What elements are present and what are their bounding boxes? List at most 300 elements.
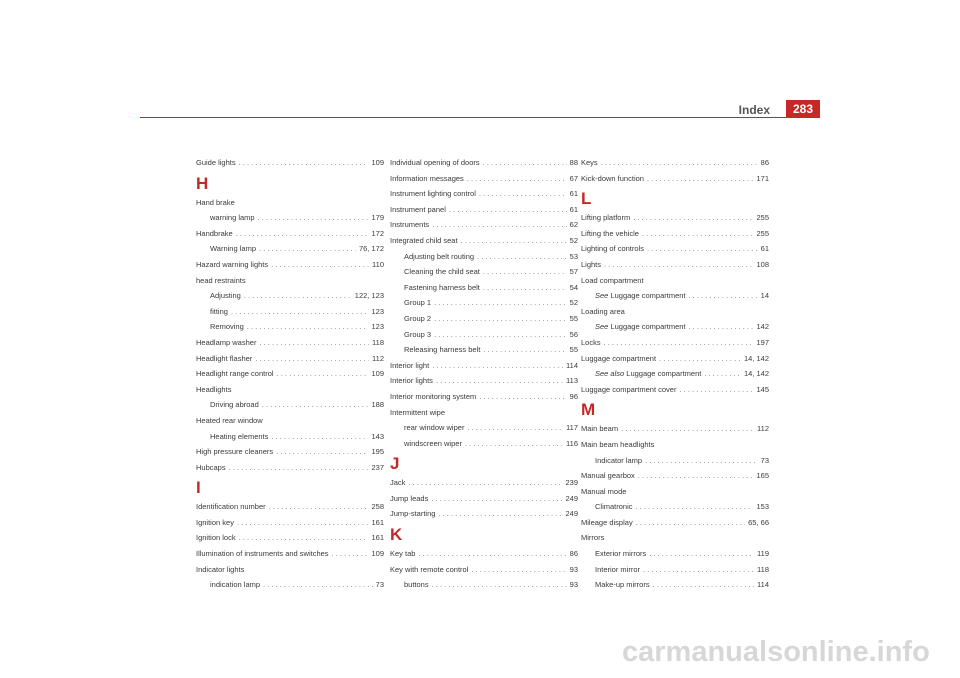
dot-leader <box>633 210 753 226</box>
entry-term <box>404 420 464 436</box>
entry-text: Lighting of controls <box>581 244 644 254</box>
dot-leader <box>434 295 567 311</box>
entry-text: Information messages <box>390 173 464 183</box>
index-entry[interactable] <box>196 460 384 476</box>
index-entry[interactable] <box>196 530 384 546</box>
entry-text: Kick-down function <box>581 173 644 183</box>
header-title: Index <box>738 103 770 117</box>
entry-term <box>196 335 256 351</box>
entry-text: Locks <box>581 337 601 347</box>
dot-leader <box>259 335 369 351</box>
entry-term <box>196 530 236 546</box>
index-heading: Loading area <box>581 306 625 316</box>
entry-term <box>390 562 468 578</box>
entry-text: Luggage compartment <box>581 353 657 363</box>
index-heading: Mirrors <box>581 533 605 543</box>
entry-term <box>595 288 686 304</box>
page-ref: 52 <box>569 298 578 308</box>
dot-leader <box>332 546 369 562</box>
index-subentry[interactable] <box>196 288 384 304</box>
entry-term <box>210 397 259 413</box>
dot-leader <box>643 562 754 578</box>
index-subentry[interactable] <box>581 453 769 469</box>
entry-text: Interior monitoring system <box>390 391 477 401</box>
index-entry[interactable] <box>581 468 769 484</box>
dot-leader <box>649 546 754 562</box>
entry-text: Handbrake <box>196 228 233 238</box>
see-reference: See <box>595 291 609 301</box>
page-ref: 249 <box>565 509 578 519</box>
dot-leader <box>247 319 369 335</box>
index-subentry[interactable] <box>196 304 384 320</box>
index-entry[interactable] <box>390 562 578 578</box>
dot-leader <box>239 155 369 171</box>
page-ref: 86 <box>760 158 769 167</box>
entry-term <box>390 373 433 389</box>
index-entry[interactable] <box>581 382 769 398</box>
page-ref: 88 <box>569 158 578 167</box>
index-subentry[interactable] <box>390 577 578 593</box>
index-entry[interactable] <box>390 546 578 562</box>
entry-text: Key with remote control <box>390 564 469 574</box>
page-ref: 54 <box>569 282 578 292</box>
page-ref: 52 <box>569 235 578 245</box>
entry-term <box>390 475 405 491</box>
dot-leader <box>704 366 741 382</box>
index-entry[interactable] <box>390 389 578 405</box>
index-entry[interactable] <box>581 257 769 273</box>
index-subentry[interactable] <box>581 562 769 578</box>
index-heading: Hand brake <box>196 197 235 207</box>
index-subentry[interactable] <box>581 288 769 304</box>
index-entry[interactable] <box>390 202 578 218</box>
dot-leader <box>477 249 567 265</box>
entry-text: Lifting platform <box>581 213 631 223</box>
entry-text: Adjusting <box>210 291 241 301</box>
entry-term <box>595 499 633 515</box>
entry-text: Keys <box>581 158 598 167</box>
page-number: 283 <box>786 100 820 118</box>
entry-term <box>390 546 415 562</box>
entry-term <box>196 546 329 562</box>
page-ref: 14, 142 <box>743 353 769 363</box>
entry-text: Ignition lock <box>196 533 236 543</box>
entry-text: Individual opening of doors <box>390 158 480 167</box>
entry-term <box>210 577 260 593</box>
index-subentry[interactable] <box>390 311 578 327</box>
entry-term <box>196 460 226 476</box>
entry-text: Indicator lamp <box>595 455 643 465</box>
entry-text: Lifting the vehicle <box>581 228 639 238</box>
page-ref: 145 <box>756 384 769 394</box>
entry-term <box>404 264 480 280</box>
index-letter-heading: I <box>196 478 201 498</box>
entry-term <box>581 335 601 351</box>
dot-leader <box>432 358 563 374</box>
entry-term <box>390 233 458 249</box>
index-entry[interactable] <box>196 351 384 367</box>
dot-leader <box>642 226 754 242</box>
entry-term <box>581 210 630 226</box>
entry-term <box>595 562 640 578</box>
dot-leader <box>438 506 562 522</box>
page-ref: 197 <box>756 337 769 347</box>
entry-term <box>404 342 480 358</box>
index-entry[interactable] <box>390 186 578 202</box>
page-ref: 55 <box>569 313 578 323</box>
dot-leader <box>236 226 369 242</box>
index-heading: Load compartment <box>581 275 644 285</box>
index-entry[interactable] <box>196 546 384 562</box>
entry-term <box>390 217 429 233</box>
entry-text: Removing <box>210 322 244 332</box>
dot-leader <box>255 351 369 367</box>
index-entry[interactable] <box>581 210 769 226</box>
page-ref: 76, 172 <box>358 244 384 254</box>
dot-leader <box>636 515 745 531</box>
page-ref: 255 <box>756 228 769 238</box>
entry-text: Hubcaps <box>196 462 226 472</box>
page-ref: 113 <box>566 376 578 386</box>
dot-leader <box>271 429 368 445</box>
see-reference: See also <box>595 369 625 379</box>
index-entry[interactable] <box>581 171 769 187</box>
dot-leader <box>467 171 567 187</box>
index-entry[interactable] <box>390 506 578 522</box>
header-rule <box>140 117 820 118</box>
dot-leader <box>601 155 758 171</box>
entry-term <box>581 421 618 437</box>
entry-term <box>595 453 642 469</box>
entry-term <box>390 171 464 187</box>
index-entry[interactable] <box>581 421 769 437</box>
index-subentry[interactable] <box>196 319 384 335</box>
page-ref: 73 <box>375 580 384 590</box>
index-subentry[interactable] <box>390 264 578 280</box>
index-subentry[interactable] <box>581 577 769 593</box>
dot-leader <box>277 366 369 382</box>
entry-text: Instrument panel <box>390 204 446 214</box>
dot-leader <box>647 171 754 187</box>
entry-term <box>390 491 428 507</box>
entry-text: Key tab <box>390 549 416 559</box>
dot-leader <box>262 397 369 413</box>
page-ref: 61 <box>760 244 769 254</box>
entry-term <box>404 280 480 296</box>
entry-text: Interior lights <box>390 376 433 386</box>
page-ref: 122, 123 <box>354 291 384 301</box>
index-heading: Main beam headlights <box>581 439 655 449</box>
index-entry[interactable] <box>196 155 384 171</box>
page-ref: 143 <box>371 431 384 441</box>
page-ref: 161 <box>371 533 384 543</box>
entry-text: Exterior mirrors <box>595 549 647 559</box>
entry-term <box>390 186 476 202</box>
page-ref: 123 <box>371 306 384 316</box>
page-ref: 153 <box>756 502 769 512</box>
watermark: carmanualsonline.info <box>622 636 930 668</box>
entry-text: Ignition key <box>196 517 234 527</box>
index-entry[interactable] <box>390 358 578 374</box>
index-entry[interactable] <box>196 366 384 382</box>
dot-leader <box>679 382 753 398</box>
index-subentry[interactable] <box>581 499 769 515</box>
index-heading: Manual mode <box>581 486 627 496</box>
entry-text: Jack <box>390 478 406 488</box>
page-ref: 109 <box>371 549 384 559</box>
dot-leader <box>269 499 369 515</box>
dot-leader <box>479 186 567 202</box>
index-column-3 <box>581 155 769 593</box>
page-ref: 249 <box>565 493 578 503</box>
entry-text: Luggage compartment cover <box>581 384 677 394</box>
page-ref: 237 <box>371 462 384 472</box>
index-entry[interactable] <box>196 335 384 351</box>
entry-term <box>390 358 429 374</box>
entry-text: buttons <box>404 580 429 590</box>
index-subentry[interactable] <box>581 319 769 335</box>
index-letter-heading: M <box>581 400 596 420</box>
index-entry[interactable] <box>196 444 384 460</box>
entry-text: Instrument lighting control <box>390 189 476 199</box>
entry-text: Jump-starting <box>390 509 436 519</box>
page-ref: 114 <box>566 360 578 370</box>
entry-term <box>196 515 234 531</box>
dot-leader <box>229 460 369 476</box>
entry-text: Group 3 <box>404 329 432 339</box>
entry-text: Headlamp washer <box>196 337 257 347</box>
page-ref: 86 <box>569 549 578 559</box>
entry-term <box>390 389 476 405</box>
dot-leader <box>659 351 741 367</box>
index-entry[interactable] <box>581 155 769 171</box>
index-subentry[interactable] <box>390 420 578 436</box>
page-ref: 93 <box>569 564 578 574</box>
dot-leader <box>689 319 754 335</box>
entry-text: Mileage display <box>581 517 633 527</box>
index-subentry[interactable] <box>390 436 578 452</box>
entry-term <box>210 241 256 257</box>
entry-term <box>581 382 676 398</box>
entry-term <box>196 499 266 515</box>
dot-leader <box>237 515 369 531</box>
entry-text: Adjusting belt routing <box>404 251 475 261</box>
entry-text: Headlight range control <box>196 369 274 379</box>
index-heading: Heated rear window <box>196 415 263 425</box>
page-ref: 255 <box>756 213 769 223</box>
index-entry[interactable] <box>196 499 384 515</box>
entry-term <box>581 468 635 484</box>
index-entry[interactable] <box>196 515 384 531</box>
page-ref: 55 <box>569 345 578 355</box>
index-column-1 <box>196 155 384 593</box>
page-ref: 116 <box>566 438 578 448</box>
dot-leader <box>483 264 567 280</box>
see-reference: See <box>595 322 609 332</box>
dot-leader <box>483 280 567 296</box>
dot-leader <box>263 577 373 593</box>
entry-term <box>404 327 431 343</box>
entry-text: Group 1 <box>404 298 432 308</box>
index-subentry[interactable] <box>196 577 384 593</box>
index-subentry[interactable] <box>390 280 578 296</box>
index-entry[interactable] <box>581 335 769 351</box>
entry-term <box>210 304 228 320</box>
page-ref: 165 <box>756 471 769 481</box>
index-subentry[interactable] <box>390 295 578 311</box>
entry-text: Jump leads <box>390 493 429 503</box>
index-entry[interactable] <box>390 491 578 507</box>
index-entry[interactable] <box>581 351 769 367</box>
entry-text: Heating elements <box>210 431 269 441</box>
dot-leader <box>689 288 758 304</box>
dot-leader <box>434 327 567 343</box>
index-subentry[interactable] <box>390 342 578 358</box>
entry-text: Cleaning the child seat <box>404 267 480 277</box>
entry-text: Make-up mirrors <box>595 580 650 590</box>
entry-text: Releasing harness belt <box>404 345 481 355</box>
index-subentry[interactable] <box>390 327 578 343</box>
entry-text: windscreen wiper <box>404 438 462 448</box>
entry-term <box>581 241 644 257</box>
page-ref: 110 <box>372 259 384 269</box>
dot-leader <box>239 530 369 546</box>
page-ref: 53 <box>569 251 578 261</box>
index-entry[interactable] <box>390 217 578 233</box>
page-ref: 108 <box>756 259 769 269</box>
entry-term <box>210 319 244 335</box>
entry-term <box>196 351 252 367</box>
dot-leader <box>258 210 369 226</box>
entry-term <box>196 226 233 242</box>
entry-term <box>595 319 686 335</box>
dot-leader <box>638 468 754 484</box>
page-ref: 112 <box>372 353 384 363</box>
index-entry[interactable] <box>581 241 769 257</box>
dot-leader <box>621 421 754 437</box>
entry-term <box>404 436 462 452</box>
entry-text: Luggage compartment <box>626 369 702 379</box>
index-entry[interactable] <box>390 155 578 171</box>
entry-text: Fastening harness belt <box>404 282 480 292</box>
page-ref: 119 <box>757 549 769 559</box>
page-ref: 179 <box>371 213 384 223</box>
dot-leader <box>259 241 356 257</box>
dot-leader <box>418 546 566 562</box>
entry-term <box>404 311 431 327</box>
index-subentry[interactable] <box>390 249 578 265</box>
dot-leader <box>276 444 368 460</box>
index-heading: Indicator lights <box>196 564 245 574</box>
entry-text: Warning lamp <box>210 244 256 254</box>
page-ref: 258 <box>371 502 384 512</box>
entry-text: Illumination of instruments and switches <box>196 549 329 559</box>
dot-leader <box>647 241 758 257</box>
dot-leader <box>431 491 562 507</box>
dot-leader <box>645 453 758 469</box>
dot-leader <box>461 233 567 249</box>
page-ref: 96 <box>569 391 578 401</box>
entry-text: High pressure cleaners <box>196 447 274 457</box>
entry-text: Identification number <box>196 502 266 512</box>
index-heading: Headlights <box>196 384 232 394</box>
entry-text: rear window wiper <box>404 423 465 433</box>
index-subentry[interactable] <box>581 366 769 382</box>
index-entry[interactable] <box>196 257 384 273</box>
page-ref: 161 <box>371 517 384 527</box>
entry-text: Guide lights <box>196 158 236 167</box>
index-subentry[interactable] <box>196 241 384 257</box>
page-ref: 195 <box>371 447 384 457</box>
dot-leader <box>483 155 567 171</box>
page-ref: 118 <box>372 337 384 347</box>
entry-term <box>581 155 598 171</box>
entry-term <box>196 366 274 382</box>
index-entry[interactable] <box>390 171 578 187</box>
entry-term <box>390 202 446 218</box>
dot-leader <box>244 288 352 304</box>
index-letter-heading: K <box>390 525 403 545</box>
dot-leader <box>231 304 369 320</box>
entry-text: warning lamp <box>210 213 255 223</box>
entry-term <box>390 155 480 171</box>
page-ref: 61 <box>569 189 578 199</box>
entry-text: fitting <box>210 306 228 316</box>
index-subentry[interactable] <box>196 210 384 226</box>
entry-text: Luggage compartment <box>610 322 686 332</box>
index-subentry[interactable] <box>196 397 384 413</box>
index-entry[interactable] <box>196 226 384 242</box>
dot-leader <box>604 257 753 273</box>
dot-leader <box>271 257 369 273</box>
index-entry[interactable] <box>581 226 769 242</box>
index-entry[interactable] <box>390 373 578 389</box>
entry-term <box>581 515 633 531</box>
page-ref: 172 <box>371 228 384 238</box>
entry-text: Instruments <box>390 220 430 230</box>
page-ref: 109 <box>371 369 384 379</box>
index-subentry[interactable] <box>581 546 769 562</box>
dot-leader <box>434 311 567 327</box>
entry-term <box>404 577 429 593</box>
index-entry[interactable] <box>581 515 769 531</box>
entry-term <box>390 506 435 522</box>
dot-leader <box>465 436 563 452</box>
entry-text: Luggage compartment <box>610 291 686 301</box>
entry-text: Driving abroad <box>210 400 259 410</box>
entry-term <box>581 171 644 187</box>
page-ref: 118 <box>757 564 769 574</box>
index-letter-heading: H <box>196 173 209 193</box>
entry-term <box>210 210 255 226</box>
page-ref: 14 <box>760 291 769 301</box>
entry-term <box>404 295 431 311</box>
page-ref: 171 <box>756 173 769 183</box>
dot-leader <box>467 420 563 436</box>
page-ref: 56 <box>569 329 578 339</box>
entry-text: Interior mirror <box>595 564 641 574</box>
index-entry[interactable] <box>390 233 578 249</box>
index-entry[interactable] <box>390 475 578 491</box>
dot-leader <box>479 389 566 405</box>
page-ref: 65, 66 <box>748 517 769 527</box>
dot-leader <box>636 499 754 515</box>
entry-text: Headlight flasher <box>196 353 253 363</box>
index-subentry[interactable] <box>196 429 384 445</box>
page-ref: 117 <box>566 423 578 433</box>
entry-term <box>210 429 268 445</box>
dot-leader <box>483 342 566 358</box>
